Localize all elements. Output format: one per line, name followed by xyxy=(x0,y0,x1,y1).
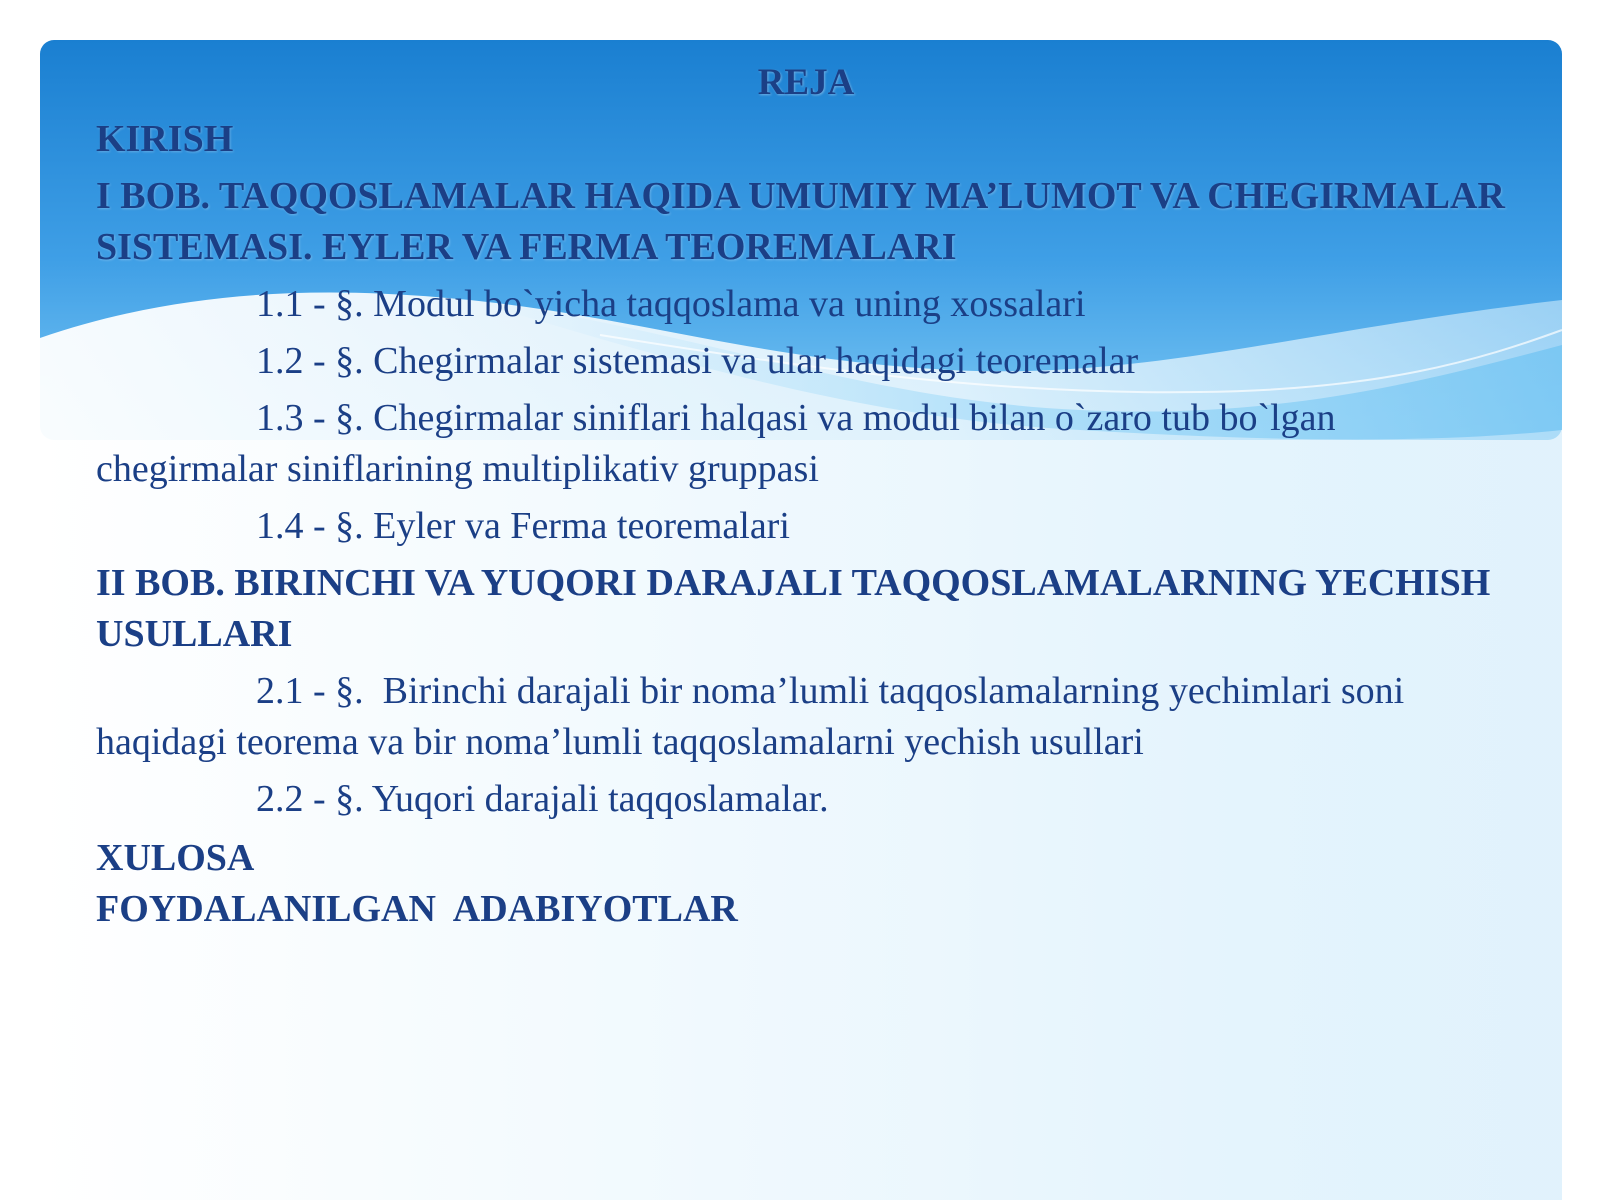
section-1-2: 1.2 - §. Chegirmalar sistemasi va ular haqidagi teoremalar xyxy=(256,340,1139,382)
section-1-3: 1.3 - §. Chegirmalar siniflari halqasi va modul bilan o`zaro tub bo`lgan chegirmalar siniflarining multiplikativ gruppasi xyxy=(96,397,1336,490)
section-1-1: 1.1 - §. Modul bo`yicha taqqoslama va uning xossalari xyxy=(256,283,1086,325)
chapter2-heading: II BOB. BIRINCHI VA YUQORI DARAJALI TAQQOSLAMALARNING YECHISH USULLARI xyxy=(96,562,1491,655)
section-1-4: 1.4 - §. Eyler va Ferma teoremalari xyxy=(256,505,790,547)
section-2-2: 2.2 - §. Yuqori darajali taqqoslamalar. xyxy=(256,778,829,820)
references-heading: FOYDALANILGAN ADABIYOTLAR xyxy=(96,888,738,930)
chapter1-heading: I BOB. TAQQOSLAMALAR HAQIDA UMUMIY MA’LUMOT VA CHEGIRMALAR SISTEMASI. EYLER VA FERMA TEOREMALARI xyxy=(96,175,1505,268)
section-2-1: 2.1 - §. Birinchi darajali bir noma’lumli taqqoslamalarning yechimlari soni haqidagi teorema va bir noma’lumli taqqoslamalarni yechish usullari xyxy=(96,670,1471,763)
slide-content xyxy=(96,50,1516,935)
conclusion-heading: XULOSA xyxy=(96,837,255,879)
intro-heading: KIRISH xyxy=(96,118,234,160)
slide-title: REJA xyxy=(757,62,855,103)
